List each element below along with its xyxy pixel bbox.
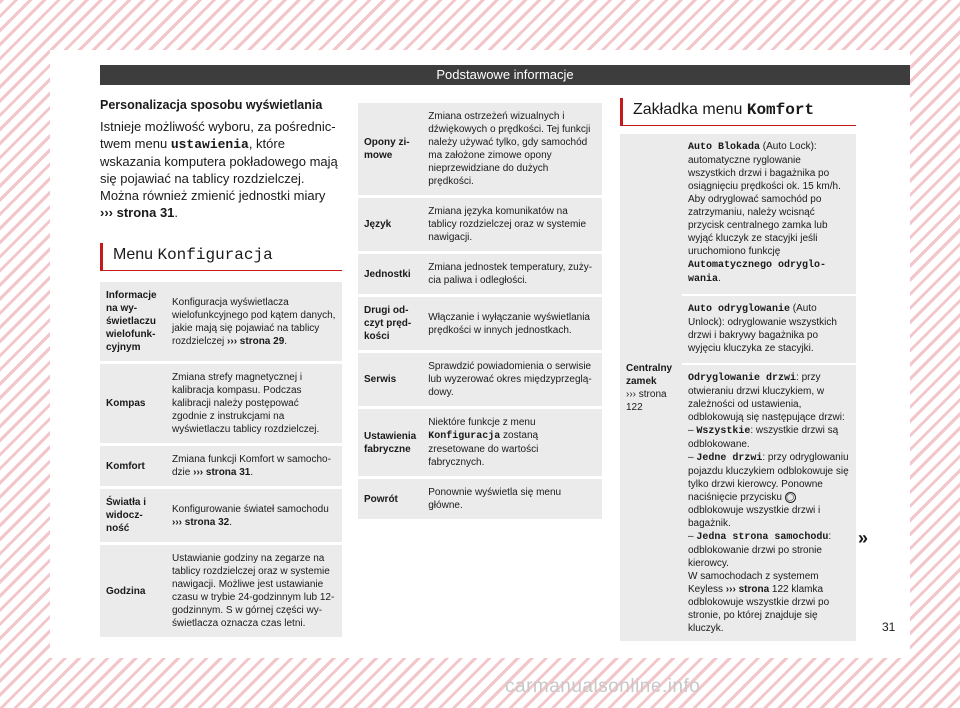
row-value: Ustawianie godziny na zegarze na tablicy rozdzielczej oraz w systemie nawigacji. Możliwe jest ustawianie czasu w trybie 24-godzinnym lub 12-godzinnym. S w górnej części wyświetlacza oznacza czas letni. — [166, 545, 342, 637]
keyless-text: W samochodach z systemem Keyless — [688, 571, 819, 595]
row-value: Zmiana języka komunikatów na tablicy rozdzielczej oraz w systemie nawigacji. — [422, 198, 602, 251]
row-tail: . — [229, 516, 233, 528]
block-text: : przy otwieraniu drzwi kluczykiem, w zależności od ustawienia, odblokowują się następujące drzwi: — [688, 372, 845, 423]
row-key: Język — [358, 198, 422, 251]
table-row — [620, 134, 856, 296]
column-personalization — [100, 98, 342, 640]
row-key: Serwis — [358, 353, 422, 406]
row-value: Sprawdzić powiadomienia o serwisie lub wyzerować okres międzyprzeglądowy. — [422, 353, 602, 406]
konfiguracja-table-continued — [358, 100, 602, 522]
row-value: Włączanie i wyłączanie wyświetlania prędkości w innych jednostkach. — [422, 297, 602, 350]
section-mono: Komfort — [746, 101, 815, 119]
key-page-ref[interactable]: ››› strona 122 — [626, 388, 667, 413]
block-text: (Auto Unlock): odryglowanie wszystkich drzwi i bakrywy bagażnika po wyjęciu kluczyka ze stacyjki. — [688, 303, 837, 354]
mono-wszystkie: Wszystkie — [696, 426, 751, 437]
continue-arrow: » — [858, 528, 869, 548]
heading-personalization: Personalizacja sposobu wyświetlania — [100, 98, 323, 112]
row-key: Powrót — [358, 479, 422, 519]
table-row — [100, 489, 342, 542]
intro-paragraph — [100, 118, 342, 221]
section-prefix: Zakładka menu — [633, 101, 747, 118]
page-header: Podstawowe informacje — [100, 65, 910, 85]
keyless-text-2: 122 klamka odblokowuje wszystkie drzwi po stronie, po której znajduje się kluczyk. — [688, 584, 830, 634]
mono-jedna-strona: Jedna strona samochodu — [696, 532, 829, 543]
table-row — [358, 409, 602, 476]
row-value: Zmiana jednostek temperatury, zużycia paliwa i odległości. — [422, 254, 602, 294]
row-key: Ustawienia fabryczne — [358, 409, 422, 476]
row-value: Zmiana ostrzeżeń wizualnych i dźwiękowych o prędkości. Tej funkcji należy używać tylko, gdy samochód ma założone zimowe opony nieprzewidziane do dużych prędkości. — [422, 103, 602, 195]
page-number: 31 — [882, 620, 896, 634]
watermark: carmanualsonline.info — [505, 676, 701, 697]
table-row — [358, 353, 602, 406]
row-value: Zmiana strefy magnetycznej i kalibracja kompasu. Podczas kalibracji należy postępować zgodnie z instrukcjami na wyświetlaczu tablicy rozdzielczej. — [166, 364, 342, 443]
konfiguracja-table — [100, 279, 342, 640]
table-row — [358, 479, 602, 519]
table-row — [358, 198, 602, 251]
row-key: Kompas — [100, 364, 166, 443]
section-title-komfort — [620, 98, 856, 126]
row-key: Jednostki — [358, 254, 422, 294]
column-komfort — [620, 98, 856, 641]
table-row — [100, 282, 342, 361]
table-row — [100, 545, 342, 637]
komfort-table — [620, 134, 856, 641]
row-tail: . — [250, 467, 254, 478]
intro-page-ref[interactable]: ››› strona 31 — [100, 205, 175, 220]
section-prefix: Menu — [113, 246, 158, 263]
row-key: Informacje na wyświetlaczu wielofunkcyjnym — [100, 282, 166, 361]
row-page-ref[interactable]: ››› strona 31 — [193, 467, 251, 478]
list-text-2: odblokowuje wszystkie drzwi i bagażnik. — [688, 505, 821, 529]
table-row — [358, 254, 602, 294]
manual-page — [50, 50, 910, 658]
section-title-konfiguracja — [100, 243, 342, 271]
row-value-text: Niektóre funkcje z menu — [428, 417, 536, 428]
table-row — [358, 297, 602, 350]
row-tail: . — [284, 335, 288, 347]
row-key: Światła i widoczność — [100, 489, 166, 542]
keyless-page-ref[interactable]: ››› strona — [725, 584, 770, 595]
row-page-ref[interactable]: ››› strona 32 — [172, 516, 230, 528]
mono-odryglowanie-drzwi: Odryglowanie drzwi — [688, 373, 797, 384]
block-auto-lock — [682, 134, 856, 296]
table-row — [100, 364, 342, 443]
row-key: Komfort — [100, 446, 166, 486]
intro-tail: . — [174, 205, 179, 220]
block-auto-unlock — [682, 296, 856, 365]
mono-auto-odryglowanie: Automatycznego odryglowania — [688, 260, 827, 285]
row-value-text: Konfigurowanie świateł samochodu — [172, 503, 329, 515]
row-key: Godzina — [100, 545, 166, 637]
block-text: (Auto Lock): automatyczne ryglowanie wszystkich drzwi i bagażnika po osiągnięciu prędkości ok. 15 km/h. Aby odryglować samochód po zatrzymaniu, należy wcisnąć przycisk centralnego zamka lub wyjąć kluczyk ze stacyjki jeśli uruchomiono funkcję — [688, 141, 841, 257]
row-key: Opony zimowe — [358, 103, 422, 195]
row-menu-name: Konfiguracja — [428, 431, 501, 442]
row-value: Ponownie wyświetla się menu główne. — [422, 479, 602, 519]
row-value — [166, 489, 342, 542]
row-value — [166, 282, 342, 361]
list-text: : przy odryglowaniu pojazdu kluczykiem odblokowuje się tylko drzwi kierowcy. Ponowne naciśnięcie przycisku — [688, 452, 849, 503]
block-tail: . — [718, 273, 721, 284]
mono-jedne-drzwi: Jedne drzwi — [696, 453, 763, 464]
key-central-lock: Centralny zamek — [626, 362, 673, 387]
row-value-text: Konfiguracja wyświetlacza wielofunkcyjnego pod kątem danych, jakie mają się pojawiać na tablicy rozdzielczej — [172, 296, 336, 347]
unlock-button-icon: ◯ — [786, 493, 795, 501]
row-value-text: Zmiana funkcji Komfort w samochodzie — [172, 454, 331, 478]
list-text: : wszystkie drzwi są odblokowane. — [688, 425, 839, 450]
column-settings-continued — [358, 100, 602, 522]
row-key — [620, 134, 682, 641]
block-door-unlock: Odryglowanie drzwi: przy otwieraniu drzwi kluczykiem, w zależności od ustawienia, odblokowują się następujące drzwi: – Wszystkie: wszystkie drzwi są odblokowane. – Jedne drzwi: przy odryglowaniu pojazdu kluczykiem odblokowuje się tylko drzwi kierowcy. Ponowne naciśnięcie przycisku ◯ odblokowuje wszystkie drzwi i bagażnik. – Jedna strona samochodu: odblokowanie drzwi po stronie kierowcy. W samochodach z systemem Keyless ››› strona 122 klamka odblokowuje wszystkie drzwi po stronie, po której znajduje się kluczyk. — [682, 365, 856, 641]
section-mono: Konfiguracja — [157, 246, 273, 264]
row-value — [166, 446, 342, 486]
row-value-text-2: zostaną zresetowane do wartości fabrycznych. — [428, 430, 539, 468]
row-key: Drugi odczyt prędkości — [358, 297, 422, 350]
list-text: : odblokowanie drzwi po stronie kierowcy. — [688, 531, 832, 569]
row-page-ref[interactable]: ››› strona 29 — [227, 335, 285, 347]
mono-auto-blokada: Auto Blokada — [688, 142, 761, 153]
row-value — [422, 409, 602, 476]
table-row — [358, 103, 602, 195]
intro-menu-name: ustawienia — [170, 137, 249, 152]
intro-text: Istnieje możliwość wyboru, za pośrednictwem menu — [100, 119, 336, 151]
intro-text-2: , które wskazania komputera pokładowego mają się pojawiać na tablicy rozdzielczej. Można również zmienić jednostki miary — [100, 136, 338, 203]
mono-auto-odryglowanie-2: Auto odryglowanie — [688, 304, 791, 315]
table-row — [100, 446, 342, 486]
